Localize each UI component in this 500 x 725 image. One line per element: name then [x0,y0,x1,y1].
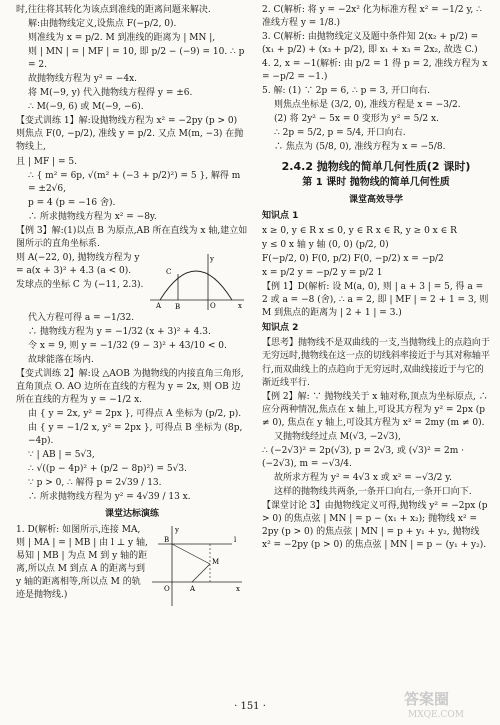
text-line: ∵ p > 0, ∴ 解得 p = 2√39 / 13. [28,478,162,489]
text-line: 故所求方程为 y² = 4√3 x 或 x² = −√3/2 y. [274,472,452,483]
text-line: 2. C(解析: 将 y = −2x² 化为标准方程 x² = −1/2 y, ∴ 准线方程 y = 1/8.) [262,5,482,29]
text-line: 这样的抛物线共两条,一条开口向右,一条开口向下. [274,486,472,497]
figure-label: O [210,301,216,310]
figure-label: A [190,584,196,593]
text-line: 且 | MF | = 5. [16,156,77,167]
text-line: 则焦点坐标是 (3/2, 0), 准线方程是 x = −3/2. [274,100,461,111]
text-line: 则准线为 x = p/2. M 到准线的距离为 | MN |, [28,33,216,44]
text-line: 1. D(解析: 如图所示,连接 MA, 则 | MA | = | MB | 由 l ⊥ y 轴,易知 | MB | 为点 M 到 y 轴的距离,所以点 M 到点 A 的距离与到 y 轴的距离相等,所以点 M 的轨迹是抛物线.) [16,524,148,600]
knowledge-point-2: 知识点 2 [262,323,299,334]
text-line: ∴ { m² = 6p, √(m² + (−3 + p/2)²) = 5 }, 解得 m = ±2√6, [28,170,241,194]
text-line: 由 { y = 2x, y² = 2px }, 可得点 A 坐标为 (p/2, p). [28,409,242,420]
text-line: 则 | MN | = | MF | = 10, 即 p/2 − (−9) = 10. ∴ p = 2. [28,47,245,71]
text-line: 【变式训练 2】解:设 △AOB 为抛物线的内接直角三角形,直角顶点 O. AO 边所在直线的方程为 y = 2x, 则 OB 边所在直线的方程为 y = −1/2 x. [16,369,244,406]
text-line: 【课堂讨论 3】由抛物线定义可得,抛物线 y² = −2px (p > 0) 的焦点弦 | MN | = p − (x₁ + x₂); 抛物线 x² = 2py (p > 0) 的焦点弦 | MN | = p + y₁ + y₂, 抛物线 x² = −2py (p > 0) 的焦点弦 | MN | = p − (y₁ + y₂). [262,500,488,551]
page-number: · 151 · [234,701,266,712]
text-line: (2) 将 2y² − 5x = 0 变形为 y² = 5/2 x. [274,114,439,125]
guide-heading: 课堂高效导学 [348,194,403,205]
text-line: 将 M(−9, y) 代入抛物线方程得 y = ±6. [28,88,193,99]
figure-label: A [156,301,162,310]
text-line: ∴ 所求抛物线方程为 x² = −8y. [28,211,157,222]
watermark-logo [400,686,490,720]
practice-heading: 课堂达标演练 [104,508,159,519]
text-line: ∴ 焦点为 (5/8, 0), 准线方程为 x = −5/8. [274,142,446,153]
text-line: 解:由抛物线定义,设焦点 F(−p/2, 0). [28,19,177,30]
svg-text:MXQE.COM: MXQE.COM [408,710,464,720]
figure-label: x [236,584,240,593]
text-line: 令 x = 9, 则 y = −1/32 (9 − 3)² + 43/10 < 0. [28,340,227,351]
text-line: y ≤ 0 x 轴 y 轴 (0, 0) (p/2, 0) [262,240,389,251]
figure-label: y [175,525,179,534]
figure-label: O [164,584,170,593]
text-line: x = p/2 y = −p/2 y = p/2 1 [262,268,383,279]
text-line: p = 4 (p = −16 舍). [28,197,116,208]
text-line: 【思考】抛物线不是双曲线的一支,当抛物线上的点趋向于无穷远时,抛物线在这一点的切线斜率接近于与其对称轴平行,而双曲线上的点趋向于无穷远时,双曲线接近于与它的渐近线平行. [262,338,490,388]
trajectory-figure [148,252,246,312]
left-column [16,4,248,608]
text-line: ∴ 2p = 5/2, p = 5/4, 开口向右. [274,128,406,139]
text-line: ∵ | AB | = 5√3, [28,450,95,461]
knowledge-point-1: 知识点 1 [262,211,299,221]
figure-label: l [234,535,237,544]
text-line: 代入方程可得 a = −1/32. [28,312,135,323]
text-line: 3. C(解析: 由抛物线定义及题中条件知 2(x₂ + p/2) = (x₁ + p/2) + (x₃ + p/2), 即 x₁ + x₃ = 2x₂, 故选 C.) [262,32,479,56]
text-line: ∴ √((p − 4p)² + (p/2 − 8p)²) = 5√3. [28,464,187,475]
figure-label: x [238,301,242,310]
figure-label: y [210,254,214,263]
text-line: 故球能落在场内. [28,354,94,365]
section-title: 2.4.2 抛物线的简单几何性质(2 课时) [281,159,471,173]
text-line: 故抛物线方程为 y² = −4x. [28,74,138,85]
figure-label: M [212,557,220,566]
text-line: 【例 3】解:(1)以点 B 为原点,AB 所在直线为 x 轴,建立如图所示的直角坐标系. [16,225,248,249]
text-line: 5. 解: (1) ∵ 2p = 6, ∴ p = 3, 开口向右. [262,86,430,97]
text-line: 【例 2】解: ∵ 抛物线关于 x 轴对称,顶点为坐标原点, ∴ 应分两种情况,焦点在 x 轴上,可设其方程为 y² = 2px (p ≠ 0), 焦点在 y 轴上,可设其方程为 x² = 2my (m ≠ 0). [262,391,488,428]
text-line: 由 { y = −1/2 x, y² = 2px }, 可得点 B 坐标为 (8p, −4p). [28,423,243,447]
figure-label: C [166,267,172,276]
parabola-figure-row [16,252,248,312]
text-line: ∴ 抛物线方程为 y = −1/32 (x + 3)² + 4.3. [28,326,211,337]
locus-figure [148,524,244,608]
figure-label: B [164,535,170,544]
subsection-title: 第 1 课时 抛物线的简单几何性质 [302,177,450,189]
text-line: F(−p/2, 0) F(0, p/2) F(0, −p/2) x = −p/2 [262,254,444,265]
text-line: ∴ M(−9, 6) 或 M(−9, −6). [28,102,144,113]
text-line: ∴ (−2√3)² = 2p(√3), p = 2√3, 或 (√3)² = 2m · (−2√3), m = −√3/4. [262,445,465,469]
text-line: x ≥ 0, y ∈ R x ≤ 0, y ∈ R x ∈ R, y ≥ 0 x ∈ R [262,226,457,237]
figure-label: B [175,302,181,311]
answer-figure-row [16,524,248,608]
svg-text:答案圈: 答案圈 [404,690,450,708]
text-line: 则 A(−22, 0), 抛物线方程为 y = a(x + 3)² + 4.3 (a < 0). [16,252,140,276]
text-line: 时,往往将其转化为该点到准线的距离问题来解决. [16,5,211,15]
text-line: ∴ 所求抛物线方程为 y² = 4√39 / 13 x. [28,492,191,503]
text-line: 【变式训练 1】解:设抛物线方程为 x² = −2py (p > 0) 则焦点 F(0, −p/2), 准线 y = p/2. 又点 M(m, −3) 在抛物线上, [16,116,244,153]
text-line: 又抛物线经过点 M(√3, −2√3), [274,431,401,442]
right-column [262,4,490,553]
text-line: 发球点的坐标 C 为 (−11, 2.3). [16,279,144,290]
text-line: 【例 1】D(解析: 设 M(a, 0), 则 | a + 3 | = 5, 得 a = 2 或 a = −8 (舍), ∴ a = 2, 即 | MF | = 2 + 1 = 3, 则 M 到焦点的距离为 | 2 + 1 | = 3.) [262,282,489,319]
text-line: 4. 2, x = −1(解析: 由 p/2 = 1 得 p = 2, 准线方程为 x = −p/2 = −1.) [262,59,488,83]
